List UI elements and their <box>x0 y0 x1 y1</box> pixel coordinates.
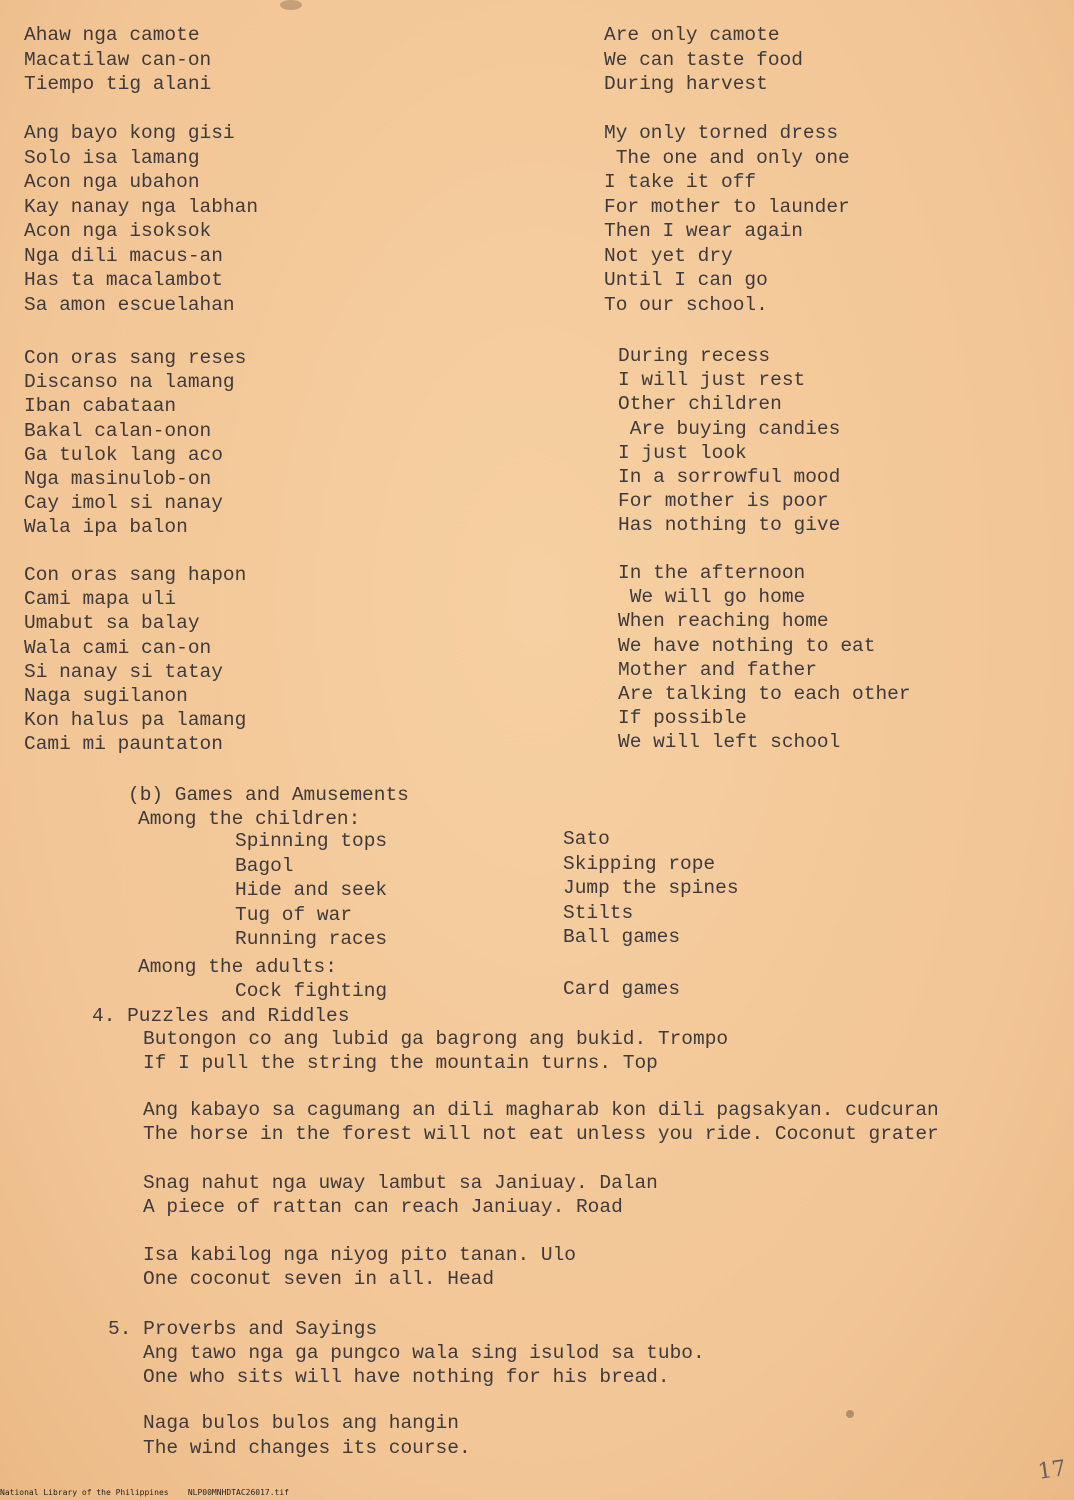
poem-line: Solo isa lamang <box>24 146 200 169</box>
riddle-original: Snag nahut nga uway lambut sa Janiuay. Dalan <box>143 1172 658 1194</box>
riddle-original: Ang kabayo sa cagumang an dili magharab kon dili pagsakyan. cudcuran <box>143 1099 939 1121</box>
children-games-right <box>563 827 739 950</box>
proverb-translation: One who sits will have nothing for his bread. <box>143 1366 670 1388</box>
poem-line: I just look <box>618 441 747 464</box>
stanza-4-translation <box>618 561 911 755</box>
poem-line: Con oras sang hapon <box>24 564 247 586</box>
poem-line: I will just rest <box>618 369 806 392</box>
poem-line: Mother and father <box>618 658 817 681</box>
children-label: Among the children: <box>138 808 361 830</box>
riddle-translation: A piece of rattan can reach Janiuay. Road <box>143 1196 623 1218</box>
stanza-1-translation <box>604 23 803 97</box>
riddle-translation: The horse in the forest will not eat unless you ride. Coconut grater <box>143 1123 939 1145</box>
poem-line: Wala cami can-on <box>24 636 212 659</box>
children-games-left <box>235 829 387 952</box>
poem-line: Has ta macalambot <box>24 269 223 291</box>
poem-line: Acon nga ubahon <box>24 171 200 193</box>
poem-line: Ga tulok lang aco <box>24 443 223 466</box>
poem-line: Discanso na lamang <box>24 371 235 394</box>
game-item: Sato <box>563 828 610 850</box>
game-item: Spinning tops <box>235 830 388 852</box>
footer-source: National Library of the Philippines <box>0 1488 169 1497</box>
poem-line: Cami mi pauntaton <box>24 733 223 756</box>
poem-line: We will left school <box>618 731 841 754</box>
poem-line: During recess <box>618 345 771 367</box>
poem-line: Tiempo tig alani <box>24 73 212 95</box>
riddle-original: Isa kabilog nga niyog pito tanan. Ulo <box>143 1244 576 1266</box>
stanza-1-original <box>24 23 211 97</box>
poem-line: Are only camote <box>604 24 780 46</box>
stanza-2-translation <box>604 121 850 317</box>
proverb-original: Naga bulos bulos ang hangin <box>143 1412 459 1434</box>
poem-line: The one and only one <box>604 146 850 169</box>
poem-line: For mother is poor <box>618 490 829 513</box>
poem-line: We will go home <box>618 586 806 609</box>
poem-line: To our school. <box>604 293 768 316</box>
poem-line: Con oras sang reses <box>24 347 247 369</box>
ink-smudge <box>280 0 302 10</box>
poem-line: Ang bayo kong gisi <box>24 122 235 144</box>
poem-line: Iban cabataan <box>24 395 177 418</box>
game-item: Stilts <box>563 901 634 924</box>
poem-line: Are talking to each other <box>618 682 911 705</box>
poem-line: Bakal calan-onon <box>24 419 212 442</box>
game-item: Bagol <box>235 854 294 877</box>
game-item: Skipping rope <box>563 852 716 875</box>
game-item: Hide and seek <box>235 879 388 901</box>
poem-line: When reaching home <box>618 610 829 633</box>
poem-line: Si nanay si tatay <box>24 660 223 683</box>
poem-line: In the afternoon <box>618 562 806 584</box>
game-item: Card games <box>563 978 681 1000</box>
riddle-translation: One coconut seven in all. Head <box>143 1268 495 1290</box>
poem-line: If possible <box>618 707 747 730</box>
poem-line: My only torned dress <box>604 122 839 144</box>
poem-line: In a sorrowful mood <box>618 465 841 488</box>
poem-line: We can taste food <box>604 48 803 71</box>
poem-line: Acon nga isoksok <box>24 220 212 242</box>
poem-line: Sa amon escuelahan <box>24 293 235 316</box>
stanza-3-translation <box>618 344 840 538</box>
poem-line: Not yet dry <box>604 244 733 267</box>
poem-line: We have nothing to eat <box>618 634 876 657</box>
stanza-3-original <box>24 346 246 540</box>
poem-line: Umabut sa balay <box>24 612 200 635</box>
footer-file: NLP00MNHDTAC26017.tif <box>187 1488 289 1497</box>
poem-line: Wala ipa balon <box>24 516 188 539</box>
poem-line: Ahaw nga camote <box>24 24 200 46</box>
poem-line: I take it off <box>604 171 757 193</box>
riddle-translation: If I pull the string the mountain turns. Top <box>143 1052 658 1074</box>
scan-footer <box>0 1488 289 1497</box>
page-number: 17 <box>1036 1456 1068 1485</box>
puzzles-heading: 4. Puzzles and Riddles <box>92 1005 350 1027</box>
poem-line: Kay nanay nga labhan <box>24 195 259 218</box>
game-item: Jump the spines <box>563 877 739 899</box>
game-item: Cock fighting <box>235 980 388 1002</box>
game-item: Tug of war <box>235 903 353 926</box>
poem-line: Are buying candies <box>618 417 841 440</box>
poem-line: During harvest <box>604 73 768 95</box>
poem-line: Nga dili macus-an <box>24 244 223 267</box>
adults-label: Among the adults: <box>138 956 337 978</box>
poem-line: Has nothing to give <box>618 514 841 537</box>
stanza-2-original <box>24 121 258 317</box>
ink-smudge <box>846 1410 854 1418</box>
proverb-original: Ang tawo nga ga pungco wala sing isulod sa tubo. <box>143 1342 705 1364</box>
stanza-4-original <box>24 563 246 757</box>
poem-line: For mother to launder <box>604 195 850 218</box>
poem-line: Cay imol si nanay <box>24 492 223 515</box>
poem-line: Until I can go <box>604 269 768 291</box>
poem-line: Then I wear again <box>604 220 803 242</box>
poem-line: Macatilaw can-on <box>24 48 212 71</box>
game-item: Ball games <box>563 926 681 948</box>
poem-line: Kon halus pa lamang <box>24 709 247 732</box>
poem-line: Naga sugilanon <box>24 684 188 707</box>
games-heading: (b) Games and Amusements <box>128 784 409 806</box>
game-item: Running races <box>235 928 388 950</box>
proverbs-heading: 5. Proverbs and Sayings <box>108 1318 378 1340</box>
riddle-original: Butongon co ang lubid ga bagrong ang bukid. Trompo <box>143 1028 729 1050</box>
poem-line: Other children <box>618 393 782 416</box>
proverb-translation: The wind changes its course. <box>143 1437 471 1459</box>
poem-line: Cami mapa uli <box>24 588 177 611</box>
poem-line: Nga masinulob-on <box>24 467 212 490</box>
